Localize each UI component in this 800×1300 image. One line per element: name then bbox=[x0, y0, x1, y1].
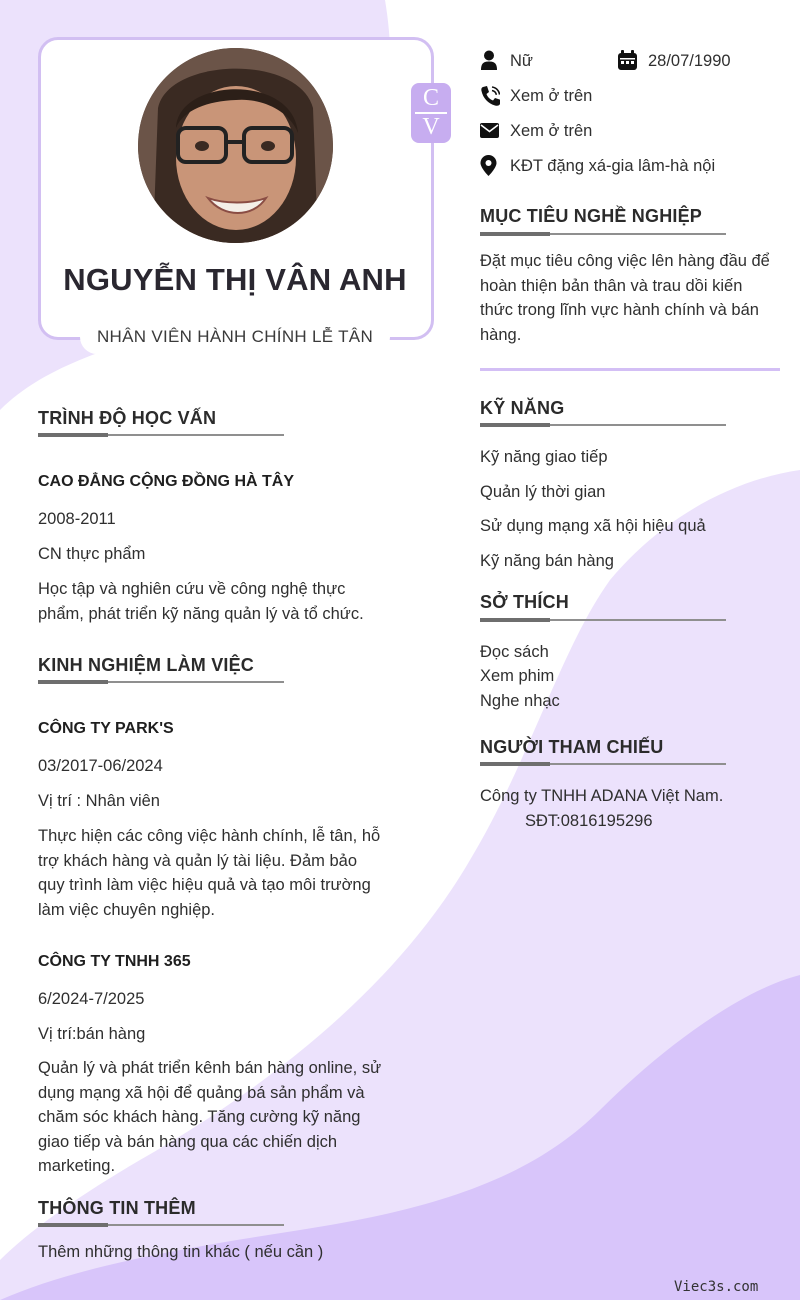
cv-badge bbox=[411, 83, 451, 143]
phone-row bbox=[480, 85, 680, 107]
job-position: Vị trí : Nhân viên bbox=[38, 792, 160, 810]
skills-rule bbox=[480, 424, 726, 426]
objective-line: thức trong lĩnh vực hành chính và bán bbox=[480, 301, 759, 319]
phone-icon bbox=[480, 85, 500, 107]
additional-text: Thêm những thông tin khác ( nếu cần ) bbox=[38, 1243, 324, 1261]
education-desc bbox=[38, 577, 438, 626]
references-rule bbox=[480, 763, 726, 765]
job-desc-line: trợ khách hàng và quản lý tài liệu. Đảm bảo bbox=[38, 851, 358, 870]
reference-phone: SĐT:0816195296 bbox=[525, 812, 653, 830]
job-desc-line: Thực hiện các công việc hành chính, lễ tân, hỗ bbox=[38, 827, 381, 845]
address-value: KĐT đặng xá-gia lâm-hà nội bbox=[510, 157, 716, 175]
address-row bbox=[480, 155, 780, 177]
skill-item: Kỹ năng giao tiếp bbox=[480, 448, 608, 466]
hobbies-rule bbox=[480, 619, 726, 621]
education-title: TRÌNH ĐỘ HỌC VẤN bbox=[38, 408, 217, 428]
job-desc-line: làm việc chuyên nghiệp. bbox=[38, 900, 216, 919]
school-name: CAO ĐẲNG CỘNG ĐỒNG HÀ TÂY bbox=[38, 473, 294, 490]
section-divider bbox=[480, 368, 780, 371]
objective-text bbox=[480, 249, 790, 347]
job-desc bbox=[38, 824, 438, 922]
reference-company: Công ty TNHH ADANA Việt Nam. bbox=[480, 787, 724, 805]
gender-value: Nữ bbox=[510, 52, 533, 70]
job-desc-line: chăm sóc khách hàng. Tăng cường kỹ năng bbox=[38, 1108, 361, 1126]
email-value: Xem ở trên bbox=[510, 122, 593, 140]
job-desc bbox=[38, 1056, 438, 1179]
person-icon bbox=[480, 50, 500, 72]
hobby-item: Xem phim bbox=[480, 667, 555, 685]
education-major: CN thực phẩm bbox=[38, 545, 146, 563]
hobby-item: Đọc sách bbox=[480, 643, 549, 661]
education-period: 2008-2011 bbox=[38, 510, 116, 528]
job-desc-line: quy trình làm việc hiệu quả và tạo môi trường bbox=[38, 876, 371, 894]
location-pin-icon bbox=[480, 155, 500, 177]
job-period: 6/2024-7/2025 bbox=[38, 990, 145, 1008]
hobby-item: Nghe nhạc bbox=[480, 692, 560, 710]
full-name: NGUYỄN THỊ VÂN ANH bbox=[63, 262, 407, 297]
objective-line: hàng. bbox=[480, 325, 522, 344]
objective-title: MỤC TIÊU NGHỀ NGHIỆP bbox=[480, 206, 703, 226]
birthday-value: 28/07/1990 bbox=[648, 52, 731, 70]
skills-title: KỸ NĂNG bbox=[480, 398, 565, 418]
job-desc-line: Quản lý và phát triển kênh bán hàng online, sử bbox=[38, 1059, 382, 1077]
references-title: NGƯỜI THAM CHIẾU bbox=[480, 737, 664, 757]
cv-badge-c: C bbox=[422, 85, 439, 111]
skill-item: Sử dụng mạng xã hội hiệu quả bbox=[480, 517, 706, 535]
education-rule bbox=[38, 434, 284, 436]
avatar bbox=[138, 48, 333, 243]
skill-item: Quản lý thời gian bbox=[480, 483, 606, 501]
job-title: NHÂN VIÊN HÀNH CHÍNH LỄ TÂN bbox=[80, 320, 390, 354]
calendar-icon bbox=[618, 50, 638, 72]
birthday-row bbox=[618, 50, 768, 72]
job-desc-line: dụng mạng xã hội để quảng bá sản phẩm và bbox=[38, 1083, 365, 1102]
envelope-icon bbox=[480, 120, 500, 142]
additional-rule bbox=[38, 1224, 284, 1226]
education-desc-line: phẩm, phát triển kỹ năng quản lý và tổ chức. bbox=[38, 604, 364, 623]
experience-title: KINH NGHIỆM LÀM VIỆC bbox=[38, 655, 255, 675]
objective-rule bbox=[480, 233, 726, 235]
hobbies-title: SỞ THÍCH bbox=[480, 592, 569, 612]
job-desc-line: marketing. bbox=[38, 1157, 116, 1175]
job-company: CÔNG TY TNHH 365 bbox=[38, 953, 191, 970]
objective-line: hoàn thiện bản thân và trau dồi kiến bbox=[480, 276, 743, 295]
additional-title: THÔNG TIN THÊM bbox=[38, 1198, 196, 1218]
experience-rule bbox=[38, 681, 284, 683]
email-row bbox=[480, 120, 680, 142]
cv-badge-v: V bbox=[422, 114, 440, 140]
objective-line: Đặt mục tiêu công việc lên hàng đầu để bbox=[480, 252, 770, 270]
education-desc-line: Học tập và nghiên cứu về công nghệ thực bbox=[38, 580, 346, 598]
gender-row bbox=[480, 50, 610, 72]
skill-item: Kỹ năng bán hàng bbox=[480, 552, 614, 570]
job-company: CÔNG TY PARK'S bbox=[38, 720, 174, 737]
job-desc-line: giao tiếp và bán hàng qua các chiến dịch bbox=[38, 1132, 338, 1151]
phone-value: Xem ở trên bbox=[510, 87, 593, 105]
job-position: Vị trí:bán hàng bbox=[38, 1025, 146, 1043]
watermark: Viec3s.com bbox=[674, 1279, 759, 1295]
job-period: 03/2017-06/2024 bbox=[38, 757, 163, 775]
